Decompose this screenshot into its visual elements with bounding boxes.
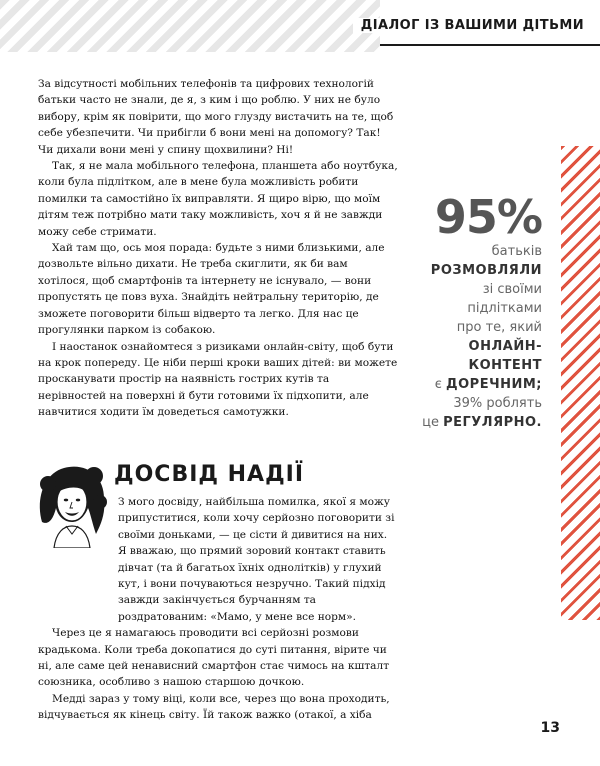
page-number: 13 (540, 720, 560, 736)
paragraph: За відсутності мобільних телефонів та цифрових технологій батьки часто не знали, де я, з ким і що роблю. У них не було вибору, крім як повірити, що мого глузду вистачить на те, щоб себе убезпечити. Чи прибігли б вони мені на допомогу? Так! Чи дихали вони мені у спину щохвилини? Ні! (38, 78, 394, 156)
side-stripes (561, 146, 600, 620)
stat-line: КОНТЕНТ (468, 358, 542, 373)
stat-line-part: це (422, 415, 444, 430)
stat-text (382, 242, 542, 432)
header-rule (380, 44, 600, 46)
stat-line: ОНЛАЙН- (468, 339, 542, 354)
stat-line-emphasis: ДОРЕЧНИМ; (446, 377, 542, 392)
stat-line: про те, який (456, 320, 542, 335)
stat-line: батьків (491, 244, 542, 259)
paragraph: І наостанок ознайомтеся з ризиками онлайн-світу, щоб бути на крок попереду. Це ніби перші кроки ваших дітей: ви можете просканувати простір на наявність гострих кутів та нерівностей на поверхні й бути готовими їх підхопити, але навчитися ходити їм доведеться самотужки. (38, 340, 398, 419)
stat-line-part: є (434, 377, 447, 392)
paragraph: Так, я не мала мобільного телефона, планшета або ноутбука, коли була підлітком, але в мене була можливість робити помилки та самостійно їх виправляти. Я щиро вірю, що моїм дітям теж потрібно мати таку можливість, хоч я й не завжди можу себе стримати. (38, 160, 398, 238)
stat-line: РОЗМОВЛЯЛИ (430, 263, 542, 278)
stat-callout (382, 192, 542, 432)
stat-line-emphasis: РЕГУЛЯРНО. (443, 415, 542, 430)
stat-line (382, 375, 542, 394)
paragraph: З мого досвіду, найбільша помилка, якої я можу припуститися, коли хочу серйозно поговорити зі своїми доньками, — це сісти й дивитися на них. Я вважаю, що прямий зоровий контакт ставить дівчат (та й багатьох їхніх однолітків) у глухий кут, і вони почуваються незручно. Такий підхід завжди закінчується бурчанням та роздратованим: «Мамо, у мене все норм». (118, 496, 395, 623)
running-header: ДІАЛОГ ІЗ ВАШИМИ ДІТЬМИ (353, 18, 584, 33)
paragraph: Медді зараз у тому віці, коли все, через що вона проходить, відчувається як кінець світу. Їй також важко (отакої, а хіба (38, 692, 390, 722)
header-stripes (0, 0, 380, 52)
stat-line: 39% роблять (453, 396, 542, 411)
story-text (38, 494, 398, 724)
paragraph: Через це я намагаюсь проводити всі серйозні розмови крадькома. Коли треба докопатися до суті питання, вірите чи ні, але саме цей ненависний смартфон стає чимось на кшталт союзника, особливо з нашою старшою дочкою. (38, 627, 390, 689)
stat-line (382, 413, 542, 432)
paragraph: Хай там що, ось моя порада: будьте з ними близькими, але дозвольте вільно дихати. Не треба скиглити, як би вам хотілося, щоб смартфонів та інтернету не існувало, — вони пропустять це повз вуха. Знайдіть нейтральну територію, де зможете поговорити більш відверто та легко. Для нас це прогулянки парком із собакою. (38, 242, 385, 337)
stat-line: підлітками (467, 301, 542, 316)
section-title: ДОСВІД НАДІЇ (114, 462, 305, 487)
stat-number: 95% (434, 190, 542, 244)
body-text (38, 76, 398, 421)
stat-line: зі своїми (482, 282, 542, 297)
